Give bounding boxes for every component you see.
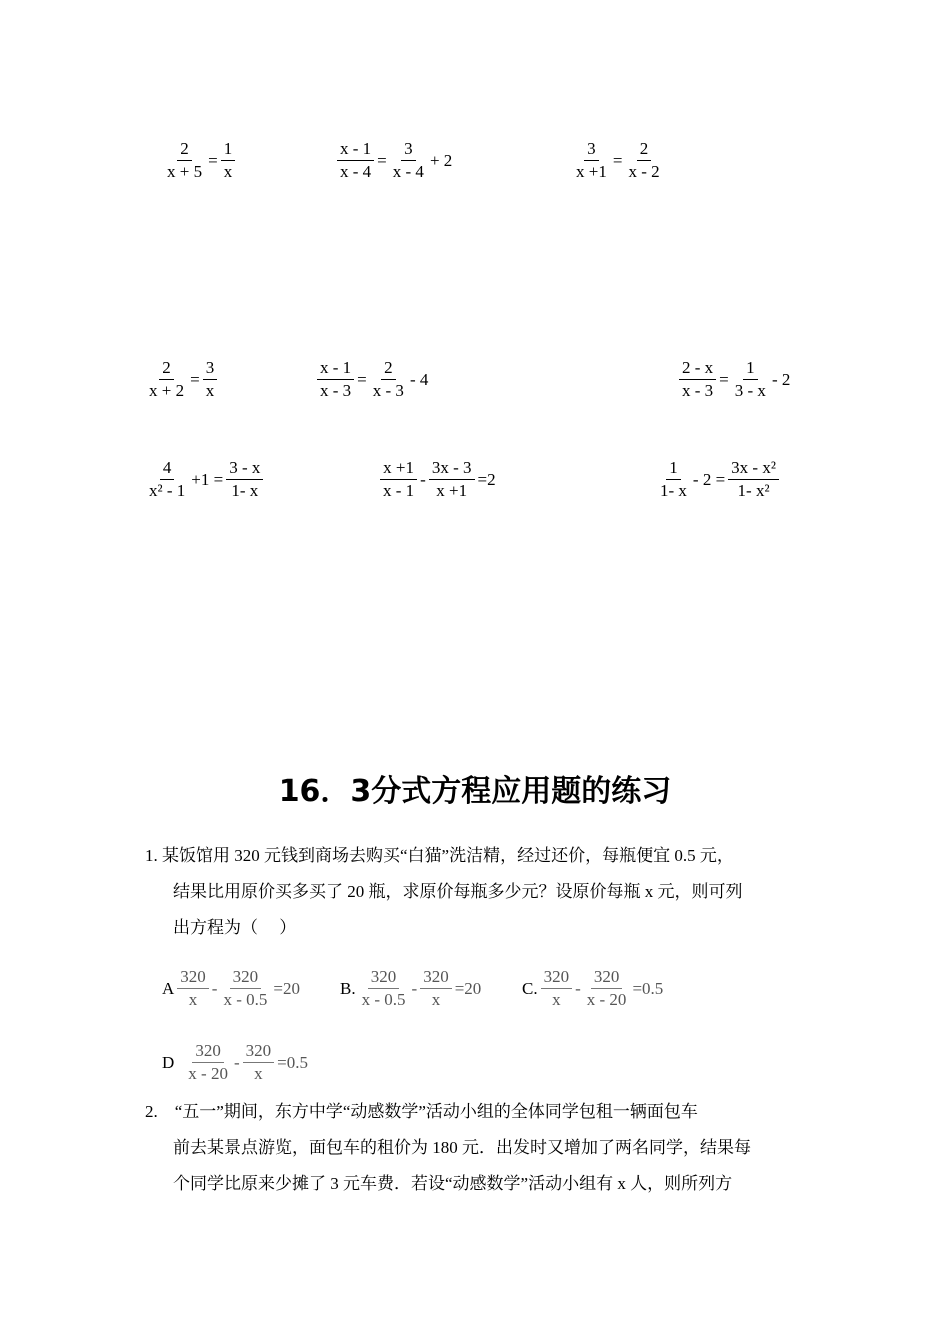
option-c[interactable]: C. $\frac{320}{x}$ - $\frac{320}{x - 20}$ =0.5 bbox=[522, 967, 664, 1009]
fraction: $\frac{320}{x}$ bbox=[420, 966, 452, 1011]
fraction: $\frac{320}{x}$ bbox=[177, 966, 209, 1011]
equation-8: $\frac{x +1}{x - 1}$ - $\frac{3x - 3}{x +1}$ =2 bbox=[379, 457, 498, 502]
fraction: $\frac{320}{x - 20}$ bbox=[586, 967, 627, 1009]
fraction: $\frac{1}{1- x}$ bbox=[660, 458, 687, 500]
fraction: $\frac{1}{x}$ bbox=[221, 138, 236, 183]
section-title: 16．3分式方程应用题的练习 bbox=[278, 774, 672, 809]
fraction: $\frac{4}{\text{x² - 1}}$ bbox=[149, 458, 186, 500]
question-2 bbox=[145, 1094, 815, 1202]
equation-4: $\frac{2}{x + 2}$ = $\frac{3}{x}$ bbox=[145, 357, 222, 402]
fraction: $\frac{2}{x + 5}$ bbox=[167, 139, 203, 181]
fraction: $\frac{3}{x +1}$ bbox=[576, 139, 607, 181]
question-1-line-2: 结果比用原价买多买了 20 瓶，求原价每瓶多少元？设原价每瓶 x 元，则可列 bbox=[173, 882, 743, 901]
fraction: $\frac{3}{x}$ bbox=[203, 357, 218, 402]
option-a[interactable]: A $\frac{320}{x}$ - $\frac{320}{x - 0.5}$ =20 bbox=[162, 967, 300, 1009]
fraction: $\frac{2}{x + 2}$ bbox=[149, 358, 185, 400]
fraction: $\frac{1}{3 - x}$ bbox=[734, 358, 766, 400]
fraction: $\frac{3}{x - 4}$ bbox=[392, 139, 424, 181]
equation-3: $\frac{3}{x +1}$ = $\frac{2}{x - 2}$ bbox=[572, 138, 668, 183]
equation-9: $\frac{1}{1- x}$ - 2 = $\frac{\text{3x - x²}}{\text{1- x²}}$ bbox=[656, 457, 784, 502]
fraction: $\frac{320}{x - 0.5}$ bbox=[223, 967, 268, 1009]
question-2-line-2: 前去某景点游览，面包车的租价为 180 元．出发时又增加了两名同学，结果每 bbox=[173, 1138, 751, 1157]
fraction: $\frac{2}{x - 2}$ bbox=[628, 139, 660, 181]
question-1-line-1: 1. 某饭馆用 320 元钱到商场去购买“白猫”洗洁精，经过还价，每瓶便宜 0.5 元， bbox=[145, 846, 734, 865]
equation-6: $\frac{2 - x}{x - 3}$ = $\frac{1}{3 - x}$ - 2 bbox=[678, 357, 792, 402]
fraction: $\frac{320}{x - 0.5}$ bbox=[361, 967, 406, 1009]
fraction: $\frac{3x - 3}{x +1}$ bbox=[429, 457, 475, 502]
fraction: $\frac{3 - x}{1- x}$ bbox=[226, 457, 263, 502]
equation-7: $\frac{4}{\text{x² - 1}}$ +1 = $\frac{3 - x}{1- x}$ bbox=[145, 457, 268, 502]
question-2-line-1: 2. “五一”期间，东方中学“动感数学”活动小组的全体同学包租一辆面包车 bbox=[145, 1102, 698, 1121]
fraction: $\frac{320}{x}$ bbox=[243, 1040, 275, 1085]
fraction: $\frac{x - 1}{x - 3}$ bbox=[317, 357, 354, 402]
fraction: $\frac{x - 1}{x - 4}$ bbox=[337, 138, 374, 183]
option-d[interactable]: D $\frac{320}{x - 20}$ - $\frac{320}{x}$ =0.5 bbox=[162, 1041, 308, 1083]
fraction: $\frac{2}{x - 3}$ bbox=[372, 358, 404, 400]
option-b[interactable]: B. $\frac{320}{x - 0.5}$ - $\frac{320}{x}$ =20 bbox=[340, 967, 482, 1009]
equation-1: $\frac{2}{x + 5}$ = $\frac{1}{x}$ bbox=[163, 138, 240, 183]
fraction: $\frac{x +1}{x - 1}$ bbox=[380, 457, 417, 502]
question-1 bbox=[145, 838, 815, 946]
question-2-line-3: 个同学比原来少摊了 3 元车费．若设“动感数学”活动小组有 x 人，则所列方 bbox=[173, 1174, 733, 1193]
fraction: $\frac{\text{3x - x²}}{\text{1- x²}}$ bbox=[728, 457, 779, 502]
fraction: $\frac{320}{x}$ bbox=[541, 966, 573, 1011]
fraction: $\frac{320}{x - 20}$ bbox=[188, 1041, 228, 1083]
question-1-line-3: 出方程为（ ） bbox=[173, 918, 297, 937]
equation-2: $\frac{x - 1}{x - 4}$ = $\frac{3}{x - 4}$ + 2 bbox=[336, 138, 454, 183]
fraction: $\frac{2 - x}{x - 3}$ bbox=[679, 357, 716, 402]
equation-5: $\frac{x - 1}{x - 3}$ = $\frac{2}{x - 3}$ - 4 bbox=[316, 357, 430, 402]
